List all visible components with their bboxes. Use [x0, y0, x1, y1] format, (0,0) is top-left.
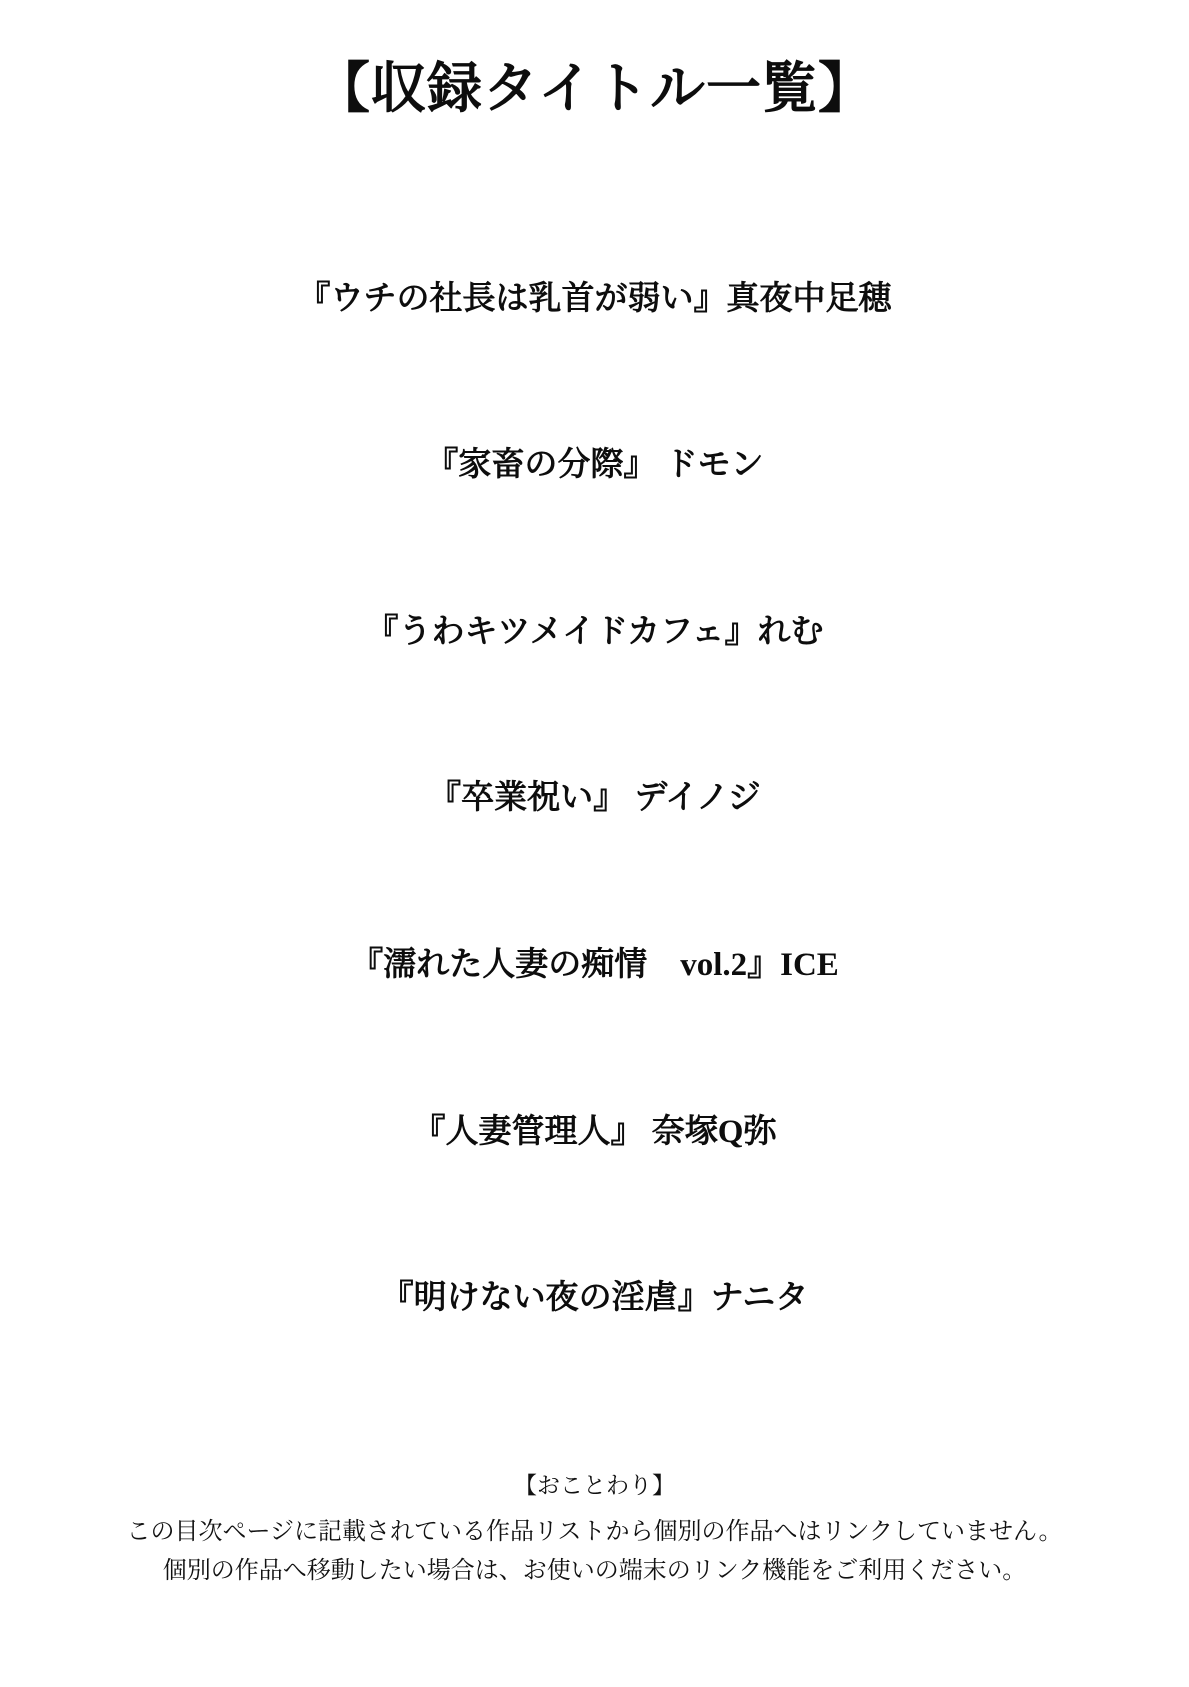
- title-list: [0, 277, 1189, 1321]
- list-item: 『濡れた人妻の痴情 vol.2』ICE: [350, 947, 839, 984]
- notice-line-1: この目次ページに記載されている作品リストから個別の作品へはリンクしていません。: [126, 1516, 1063, 1545]
- list-item: 『人妻管理人』 奈塚Q弥: [412, 1113, 777, 1150]
- page-title: 【収録タイトル一覧】: [315, 58, 874, 119]
- list-item: 『家畜の分際』 ドモン: [425, 447, 764, 484]
- list-item: 『うわキツメイドカフェ』れむ: [365, 613, 824, 650]
- list-item: 『ウチの社長は乳首が弱い』真夜中足穂: [297, 280, 892, 317]
- list-item: 『明けない夜の淫虐』ナニタ: [380, 1280, 809, 1317]
- notice-line-2: 個別の作品へ移動したい場合は、お使いの端末のリンク機能をご利用ください。: [162, 1556, 1027, 1585]
- notice-block: [0, 1469, 1189, 1591]
- list-item: 『卒業祝い』 デイノジ: [428, 780, 761, 817]
- notice-heading: 【おことわり】: [514, 1473, 675, 1500]
